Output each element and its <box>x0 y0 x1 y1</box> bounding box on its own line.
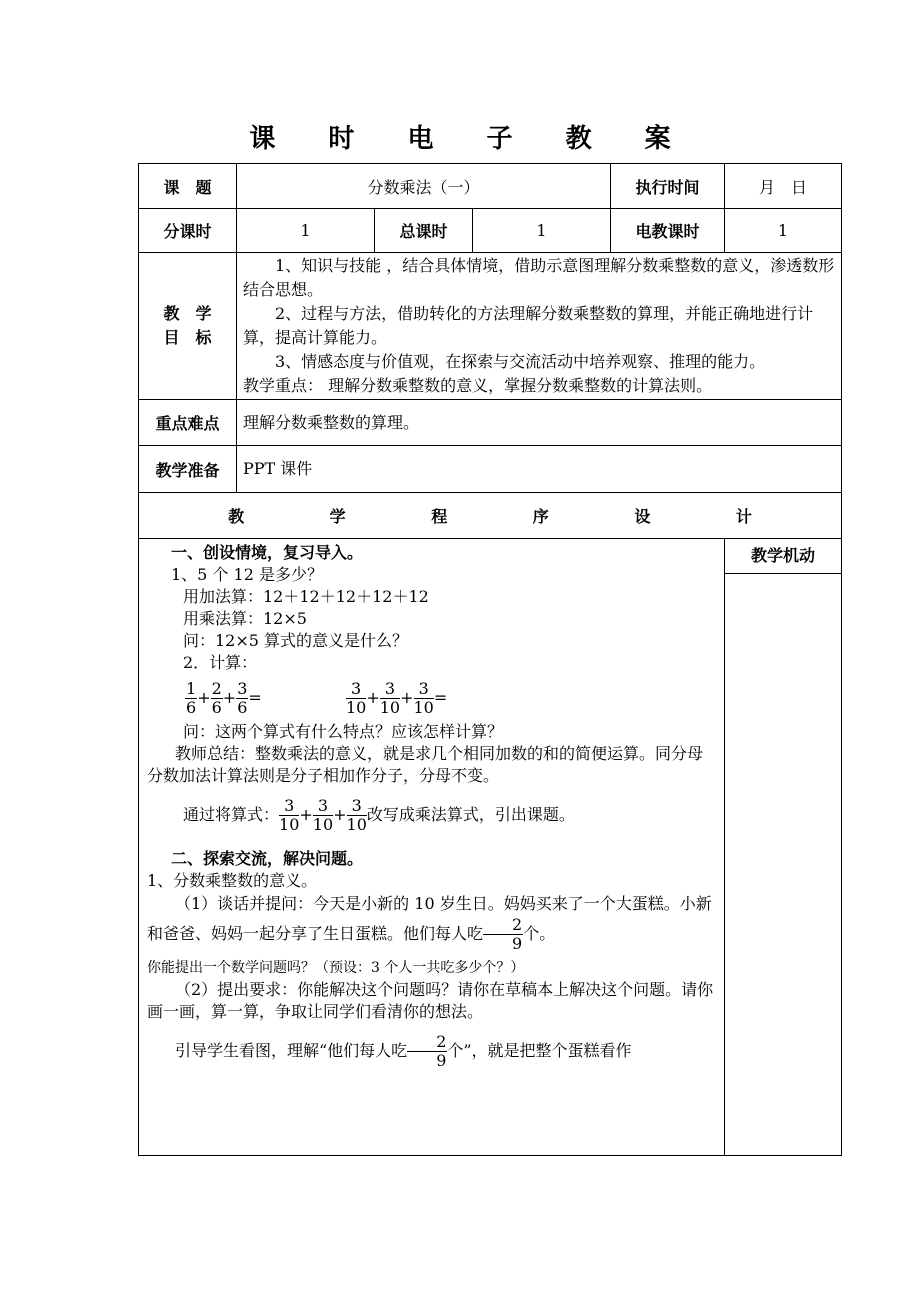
objectives-label-line1: 教 学 <box>163 304 212 323</box>
talk-and-ask: （1）谈话并提问：今天是小新的 10 岁生日。妈妈买来了一个大蛋糕。小新和爸爸、妈妈一起分享了生日蛋糕。他们每人吃 $\frac{2}{9}$ 个。 <box>147 894 712 953</box>
total-period-value: 1 <box>473 209 611 253</box>
difficulty-value: 理解分数乘整数的算理。 <box>237 400 842 446</box>
flexible-teaching-column <box>725 539 842 1156</box>
sub-period-value: 1 <box>237 209 375 253</box>
fraction: $\frac{2}{9}$ <box>483 916 523 953</box>
fraction: $\frac{3}{10}$ <box>279 796 300 834</box>
objective-3: 3、情感态度与价值观，在探索与交流活动中培养观察、推理的能力。 <box>275 352 766 371</box>
exec-time-value: 月 日 <box>725 164 842 209</box>
document-title: 课 时 电 子 教 案 <box>249 124 693 154</box>
prep-value: PPT 课件 <box>237 446 842 493</box>
question-features: 问：这两个算式有什么特点？应该怎样计算？ <box>183 722 504 741</box>
difficulty-label: 重点难点 <box>139 400 237 446</box>
sub-period-label: 分课时 <box>139 209 237 253</box>
question-meaning: 问：12×5 算式的意义是什么？ <box>183 631 409 650</box>
key-point: 教学重点： 理解分数乘整数的意义，掌握分数乘整数的计算法则。 <box>243 376 713 395</box>
teacher-summary: 教师总结：整数乘法的意义，就是求几个相同加数的和的简便运算。同分母分数加法计算法则是分子相加作分子，分母不变。 <box>147 744 704 785</box>
section1-heading: 一、创设情境，复习导入。 <box>171 543 364 562</box>
fraction: $\frac{3}{10}$ <box>345 679 367 717</box>
fraction: $\frac{3}{6}$ <box>237 679 248 717</box>
fraction: $\frac{3}{10}$ <box>413 679 434 717</box>
guide-students: 引导学生看图，理解“他们每人吃 $\frac{2}{9}$ 个”，就是把整个蛋糕看作 <box>175 1032 632 1070</box>
fraction-exercises: $\frac{1}{6}$ + $\frac{2}{6}$ + $\frac{3}{6}$ = $\frac{3}{10}$ + $\frac{3}{10}$ + $\frac{3}{10}$ = <box>186 679 448 717</box>
requirement: （2）提出要求：你能解决这个问题吗？请你在草稿本上解决这个问题。请你画一画，算一算，争取让同学们看清你的想法。 <box>147 980 714 1021</box>
rewrite-line: 通过将算式： $\frac{3}{10}$ + $\frac{3}{10}$ + $\frac{3}{10}$ 改写成乘法算式，引出课题。 <box>183 796 575 834</box>
objectives-label-line2: 目 标 <box>163 328 212 347</box>
fraction: $\frac{1}{6}$ <box>186 679 197 717</box>
flexible-teaching-heading: 教学机动 <box>725 539 841 574</box>
fraction: $\frac{3}{10}$ <box>379 679 401 717</box>
lesson-procedure <box>139 539 725 1156</box>
objectives-label <box>139 253 237 400</box>
objective-1: 1、知识与技能 ，结合具体情境，借助示意图理解分数乘整数的意义，渗透数形结合思想。 <box>243 256 835 299</box>
meaning-heading: 1、分数乘整数的意义。 <box>147 871 318 890</box>
total-period-label: 总课时 <box>375 209 473 253</box>
fraction: $\frac{2}{6}$ <box>211 679 222 717</box>
multiplication-method: 用乘法算：12×5 <box>183 609 307 628</box>
calc-prompt: 2．计算： <box>183 653 258 672</box>
fraction: $\frac{2}{9}$ <box>407 1033 447 1070</box>
topic-label: 课 题 <box>139 164 237 209</box>
av-period-value: 1 <box>725 209 842 253</box>
question-1: 1、5 个 12 是多少？ <box>171 565 323 584</box>
prep-label: 教学准备 <box>139 446 237 493</box>
objective-2: 2、过程与方法，借助转化的方法理解分数乘整数的算理，并能正确地进行计算，提高计算能力。 <box>243 304 814 347</box>
objectives-content <box>237 253 842 400</box>
exec-time-label: 执行时间 <box>611 164 725 209</box>
fraction: $\frac{3}{10}$ <box>346 796 367 834</box>
ask-problem: 你能提出一个数学问题吗？（预设：3 个人一共吃多少个？） <box>147 960 525 976</box>
addition-method: 用加法算：12＋12＋12＋12＋12 <box>183 587 429 606</box>
section2-heading: 二、探索交流，解决问题。 <box>171 849 364 868</box>
av-period-label: 电教课时 <box>611 209 725 253</box>
fraction: $\frac{3}{10}$ <box>312 796 334 834</box>
program-design-heading: 教 学 程 序 设 计 <box>139 493 842 539</box>
lesson-plan-table <box>138 163 842 1156</box>
topic-value: 分数乘法（一） <box>237 164 611 209</box>
